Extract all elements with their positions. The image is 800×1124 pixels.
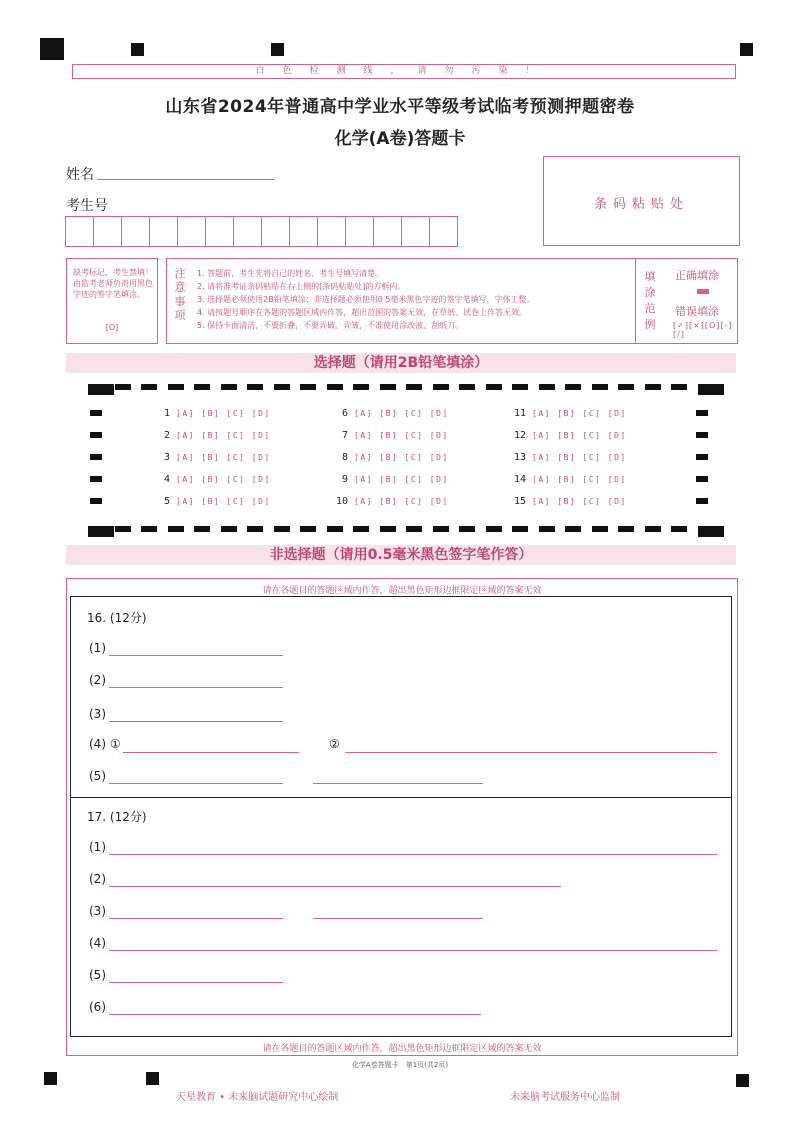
q16-part-label: (4) ① — [89, 737, 121, 751]
id-digit-box[interactable] — [317, 216, 346, 247]
timing-dash — [115, 384, 131, 390]
id-digit-box[interactable] — [345, 216, 374, 247]
mc-question-number: 6 — [341, 408, 348, 419]
mc-question-number: 4 — [163, 474, 170, 485]
timing-dash — [194, 526, 210, 532]
mc-question-number: 14 — [513, 474, 526, 485]
q16-part-label: (5) — [89, 769, 106, 783]
q16-part1-answer[interactable] — [109, 655, 283, 656]
page-subtitle: 化学(A卷)答题卡 — [334, 129, 466, 149]
mc-question-number: 12 — [513, 430, 526, 441]
mc-option-bubbles[interactable]: [A] [B] [C] [D] — [354, 431, 449, 440]
mc-question-number: 11 — [513, 408, 526, 419]
id-digit-box[interactable] — [289, 216, 318, 247]
mc-option-bubbles[interactable]: [A] [B] [C] [D] — [176, 431, 271, 440]
mc-option-bubbles[interactable]: [A] [B] [C] [D] — [532, 431, 627, 440]
timing-dash — [274, 526, 290, 532]
registration-mark — [740, 43, 753, 56]
mc-question-number: 7 — [341, 430, 348, 441]
mc-option-bubbles[interactable]: [A] [B] [C] [D] — [354, 453, 449, 462]
timing-dash — [565, 384, 581, 390]
timing-dash — [512, 384, 528, 390]
notice-item: 4. 请按题号顺序在各题的答题区域内作答，超出范围的答案无效，在草纸、试卷上作答无效。 — [197, 308, 528, 317]
notice-item: 5. 保持卡面清洁，不要折叠，不要弄破、弄皱，不准使用涂改液、刮纸刀。 — [197, 321, 464, 330]
q17-part-label: (6) — [89, 1000, 106, 1014]
timing-dash — [247, 384, 263, 390]
mc-option-bubbles[interactable]: [A] [B] [C] [D] — [176, 475, 271, 484]
mc-question-number: 10 — [335, 496, 348, 507]
question-17-box — [70, 798, 732, 1037]
question-17-label: 17. (12分) — [87, 810, 147, 824]
mc-question-row — [154, 496, 271, 507]
timing-dash — [592, 384, 608, 390]
id-digit-box[interactable] — [261, 216, 290, 247]
timing-dash — [618, 384, 634, 390]
timing-dash — [565, 526, 581, 532]
id-digit-box[interactable] — [233, 216, 262, 247]
mc-option-bubbles[interactable]: [A] [B] [C] [D] — [532, 497, 627, 506]
timing-dash — [247, 526, 263, 532]
id-digit-box[interactable] — [177, 216, 206, 247]
id-digit-box[interactable] — [401, 216, 430, 247]
mc-question-row — [510, 474, 627, 485]
q17-part-label: (5) — [89, 968, 106, 982]
timing-dash — [88, 384, 114, 395]
question-16-label: 16. (12分) — [87, 611, 147, 625]
q16-part3-answer[interactable] — [109, 721, 283, 722]
mc-question-row — [154, 430, 271, 441]
fill-wrong-label: 错误填涂 — [675, 305, 719, 318]
timing-dash — [221, 384, 237, 390]
mc-question-number: 8 — [341, 452, 348, 463]
timing-tick — [90, 498, 102, 504]
fill-correct-label: 正确填涂 — [675, 269, 719, 282]
absent-text: 缺考标记，考生禁填！由监考老师负责用黑色字迹的签字笔填涂。 — [73, 268, 153, 299]
timing-tick — [90, 432, 102, 438]
timing-dash — [141, 526, 157, 532]
q17-part3b-answer[interactable] — [313, 918, 483, 919]
barcode-area[interactable] — [543, 156, 740, 246]
q17-part5-answer[interactable] — [109, 982, 283, 983]
id-digit-box[interactable] — [205, 216, 234, 247]
question-16-box — [70, 596, 732, 798]
registration-mark — [271, 43, 284, 56]
q16-part-label: (2) — [89, 673, 106, 687]
id-digit-box[interactable] — [149, 216, 178, 247]
q16-part-label: ② — [329, 737, 340, 751]
timing-tick — [696, 454, 708, 460]
mc-question-row — [154, 408, 271, 419]
timing-tick — [696, 410, 708, 416]
id-digit-box[interactable] — [65, 216, 94, 247]
timing-dash — [433, 526, 449, 532]
mc-question-number: 3 — [163, 452, 170, 463]
absent-mark-box — [66, 258, 158, 344]
timing-dash — [115, 526, 131, 532]
timing-dash — [406, 526, 422, 532]
timing-dash — [671, 384, 687, 390]
q16-part-label: (1) — [89, 641, 106, 655]
mc-question-row — [510, 452, 627, 463]
q16-part2-answer[interactable] — [109, 687, 283, 688]
timing-tick — [90, 410, 102, 416]
notice-item: 1. 答题前，考生先将自己的姓名、考生号填写清楚。 — [197, 269, 384, 278]
timing-tick — [90, 476, 102, 482]
mc-option-bubbles[interactable]: [A] [B] [C] [D] — [532, 475, 627, 484]
timing-dash — [539, 384, 555, 390]
q16-part4a-answer[interactable] — [123, 752, 299, 753]
timing-dash — [406, 384, 422, 390]
timing-dash — [592, 526, 608, 532]
name-field[interactable] — [97, 179, 275, 180]
candidate-id-boxes[interactable] — [66, 216, 458, 247]
page-code: 化学A卷答题卡 第1页(共2页) — [351, 1061, 449, 1069]
registration-mark — [131, 43, 144, 56]
q17-part1-answer[interactable] — [109, 854, 717, 855]
timing-dash — [486, 526, 502, 532]
footer-right: 未来脑考试服务中心监制 — [510, 1092, 620, 1103]
timing-dash — [618, 526, 634, 532]
q17-part-label: (3) — [89, 904, 106, 918]
timing-dash — [380, 384, 396, 390]
mc-question-number: 2 — [163, 430, 170, 441]
mc-option-bubbles[interactable]: [A] [B] [C] [D] — [176, 497, 271, 506]
q17-part6-answer[interactable] — [109, 1014, 481, 1015]
mc-question-row — [154, 452, 271, 463]
timing-dash — [168, 526, 184, 532]
divider — [635, 259, 636, 343]
timing-dash — [300, 526, 316, 532]
timing-dash — [698, 384, 724, 395]
id-digit-box[interactable] — [373, 216, 402, 247]
mc-option-bubbles[interactable]: [A] [B] [C] [D] — [532, 409, 627, 418]
absent-bubble[interactable]: [O] — [105, 323, 119, 332]
id-digit-box[interactable] — [93, 216, 122, 247]
q17-part4-answer[interactable] — [109, 950, 717, 951]
mc-option-bubbles[interactable]: [A] [B] [C] [D] — [354, 409, 449, 418]
timing-dash — [300, 384, 316, 390]
timing-dash — [327, 384, 343, 390]
mc-question-row — [510, 408, 627, 419]
timing-tick — [696, 476, 708, 482]
mc-question-number: 15 — [513, 496, 526, 507]
notice-item: 2. 请将准考证条码粘贴在右上侧的[条码粘贴处]的方框内。 — [197, 282, 406, 291]
mc-option-bubbles[interactable]: [A] [B] [C] [D] — [354, 475, 449, 484]
name-label: 姓名 — [66, 167, 94, 183]
page-title: 山东省2024年普通高中学业水平等级考试临考预测押题密卷 — [165, 97, 635, 117]
timing-dash — [194, 384, 210, 390]
q16-part4b-answer[interactable] — [345, 752, 717, 753]
mc-question-row — [332, 496, 449, 507]
mc-question-row — [154, 474, 271, 485]
wrong-fill-examples: [✓][×][O][-][/] — [673, 321, 733, 339]
mc-question-row — [332, 408, 449, 419]
footer-left: 天星教育 • 未来脑试题研究中心绘制 — [176, 1092, 339, 1103]
mc-question-number: 9 — [341, 474, 348, 485]
timing-dash — [645, 526, 661, 532]
timing-dash — [698, 526, 724, 537]
q17-part-label: (4) — [89, 936, 106, 950]
timing-dash — [168, 384, 184, 390]
fill-example-title: 填涂范例 — [644, 270, 656, 331]
timing-dash — [459, 526, 475, 532]
mc-question-row — [332, 452, 449, 463]
notice-title: 注意事项 — [174, 267, 186, 322]
registration-mark — [44, 1072, 57, 1085]
timing-dash — [486, 384, 502, 390]
timing-dash — [221, 526, 237, 532]
registration-mark — [40, 38, 64, 60]
mc-question-number: 5 — [163, 496, 170, 507]
mc-question-number: 13 — [513, 452, 526, 463]
timing-dash — [88, 526, 114, 537]
detection-strip: 白色检测线，请勿污染！ — [72, 64, 736, 79]
area-warning-top: 请在各题目的答题区域内作答，超出黑色矩形边框限定区域的答案无效 — [262, 586, 542, 596]
barcode-label: 条码粘贴处 — [593, 197, 689, 212]
timing-dash — [353, 384, 369, 390]
notice-list — [197, 267, 627, 332]
timing-tick — [696, 432, 708, 438]
timing-dash — [327, 526, 343, 532]
timing-dash — [539, 526, 555, 532]
mc-question-row — [332, 430, 449, 441]
mc-option-bubbles[interactable]: [A] [B] [C] [D] — [532, 453, 627, 462]
q16-part5b-answer[interactable] — [313, 783, 483, 784]
q17-part3a-answer[interactable] — [109, 918, 283, 919]
candidate-id-label: 考生号 — [66, 198, 108, 214]
timing-dash — [274, 384, 290, 390]
non-mc-section-header: 非选择题（请用0.5毫米黑色签字笔作答） — [66, 545, 736, 565]
timing-tick — [696, 498, 708, 504]
mc-option-bubbles[interactable]: [A] [B] [C] [D] — [176, 453, 271, 462]
timing-dash — [353, 526, 369, 532]
q16-part-label: (3) — [89, 707, 106, 721]
mc-question-number: 1 — [163, 408, 170, 419]
timing-dash — [512, 526, 528, 532]
mc-question-row — [510, 496, 627, 507]
timing-tick — [90, 454, 102, 460]
mc-question-row — [510, 430, 627, 441]
notice-item: 3. 选择题必须使用2B铅笔填涂；非选择题必须使用0.5毫米黑色字迹的签字笔填写，字体工整。 — [197, 295, 535, 304]
timing-dash — [645, 384, 661, 390]
timing-dash — [380, 526, 396, 532]
timing-dash — [459, 384, 475, 390]
timing-dash — [671, 526, 687, 532]
area-warning-bottom: 请在各题目的答题区域内作答，超出黑色矩形边框限定区域的答案无效 — [262, 1044, 542, 1054]
q17-part2-answer[interactable] — [109, 886, 561, 887]
id-digit-box[interactable] — [429, 216, 458, 247]
mc-section-header: 选择题（请用2B铅笔填涂） — [66, 353, 736, 373]
mc-option-bubbles[interactable]: [A] [B] [C] [D] — [176, 409, 271, 418]
registration-mark — [736, 1074, 749, 1087]
mc-option-bubbles[interactable]: [A] [B] [C] [D] — [354, 497, 449, 506]
q17-part-label: (1) — [89, 840, 106, 854]
filled-bubble-icon — [697, 289, 709, 294]
id-digit-box[interactable] — [121, 216, 150, 247]
notice-box — [166, 258, 738, 344]
timing-dash — [433, 384, 449, 390]
timing-dash — [141, 384, 157, 390]
q17-part-label: (2) — [89, 872, 106, 886]
mc-question-row — [332, 474, 449, 485]
q16-part5a-answer[interactable] — [109, 783, 283, 784]
registration-mark — [146, 1072, 159, 1085]
